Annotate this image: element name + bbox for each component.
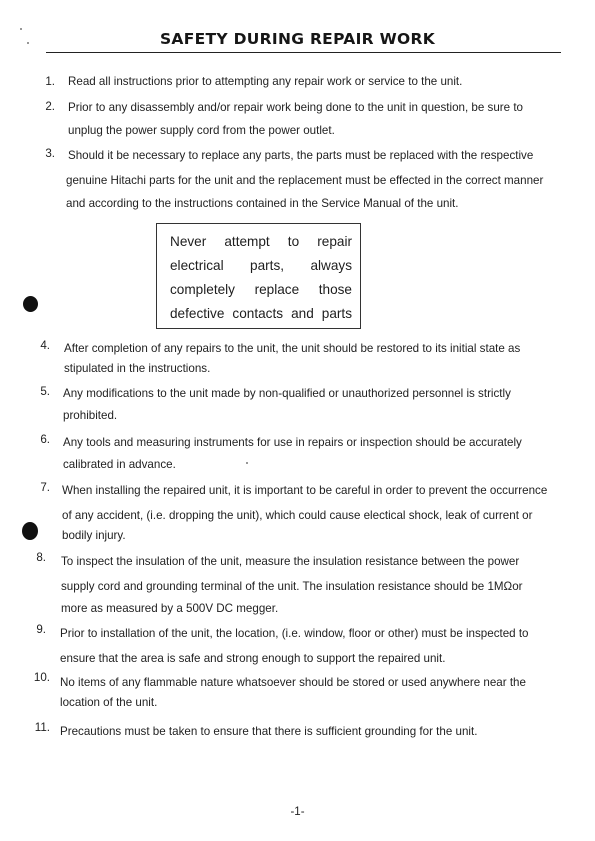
page-title: SAFETY DURING REPAIR WORK [159,30,436,48]
item-number: 10. [33,671,50,684]
item-line: Should it be necessary to replace any parts, the parts must be replaced with the respective [68,149,534,162]
warning-line: completely replace those [170,282,352,297]
title-rule [46,52,561,53]
item-line: Read all instructions prior to attempting any repair work or service to the unit. [68,75,463,88]
item-line: No items of any flammable nature whatsoever should be stored or used anywhere near the [60,676,526,689]
item-line: Any modifications to the unit made by non-qualified or unauthorized personnel is strictly [63,387,511,400]
item-line: Precautions must be taken to ensure that there is sufficient grounding for the unit. [60,725,478,738]
item-number: 5. [40,385,50,398]
item-number: 6. [40,433,50,446]
speck [27,42,29,44]
item-line: Any tools and measuring instruments for use in repairs or inspection should be accurately [63,436,522,449]
item-number: 7. [40,481,50,494]
warning-line: defective contacts and parts [170,306,352,321]
item-line: bodily injury. [62,529,126,542]
item-number: 11. [34,721,50,734]
warning-line: electrical parts, always [170,258,352,273]
item-line: and according to the instructions contained in the Service Manual of the unit. [66,197,459,210]
item-line: stipulated in the instructions. [64,362,211,375]
item-number: 8. [36,551,46,564]
item-line: more as measured by a 500V DC megger. [61,602,279,615]
item-line: of any accident, (i.e. dropping the unit), which could cause electical shock, leak of current or [62,509,533,522]
item-line: Prior to any disassembly and/or repair work being done to the unit in question, be sure to [68,101,523,114]
punch-hole [23,296,38,312]
item-line: To inspect the insulation of the unit, measure the insulation resistance between the power [61,555,520,568]
item-line: calibrated in advance. [63,458,176,471]
item-line: genuine Hitachi parts for the unit and the replacement must be effected in the correct manner [66,174,544,187]
item-line: ensure that the area is safe and strong enough to support the repaired unit. [60,652,446,665]
item-line: prohibited. [63,409,118,422]
item-number: 4. [40,339,50,352]
warning-line: Never attempt to repair [170,234,352,249]
speck [20,28,22,30]
item-line: After completion of any repairs to the unit, the unit should be restored to its initial state as [64,342,521,355]
item-line: unplug the power supply cord from the power outlet. [68,124,335,137]
page-number: -1- [290,806,305,818]
item-line: Prior to installation of the unit, the location, (i.e. window, floor or other) must be inspected to [60,627,529,640]
item-number: 2. [45,100,55,113]
item-number: 9. [36,623,46,636]
punch-hole [22,522,38,540]
item-line: When installing the repaired unit, it is important to be careful in order to prevent the occurrence [62,484,548,497]
item-line: location of the unit. [60,696,158,709]
warning-box [156,223,361,329]
item-number: 3. [45,147,55,160]
speck [246,462,248,464]
item-number: 1. [45,75,55,88]
item-line: supply cord and grounding terminal of the unit. The insulation resistance should be 1MΩor [61,580,523,593]
